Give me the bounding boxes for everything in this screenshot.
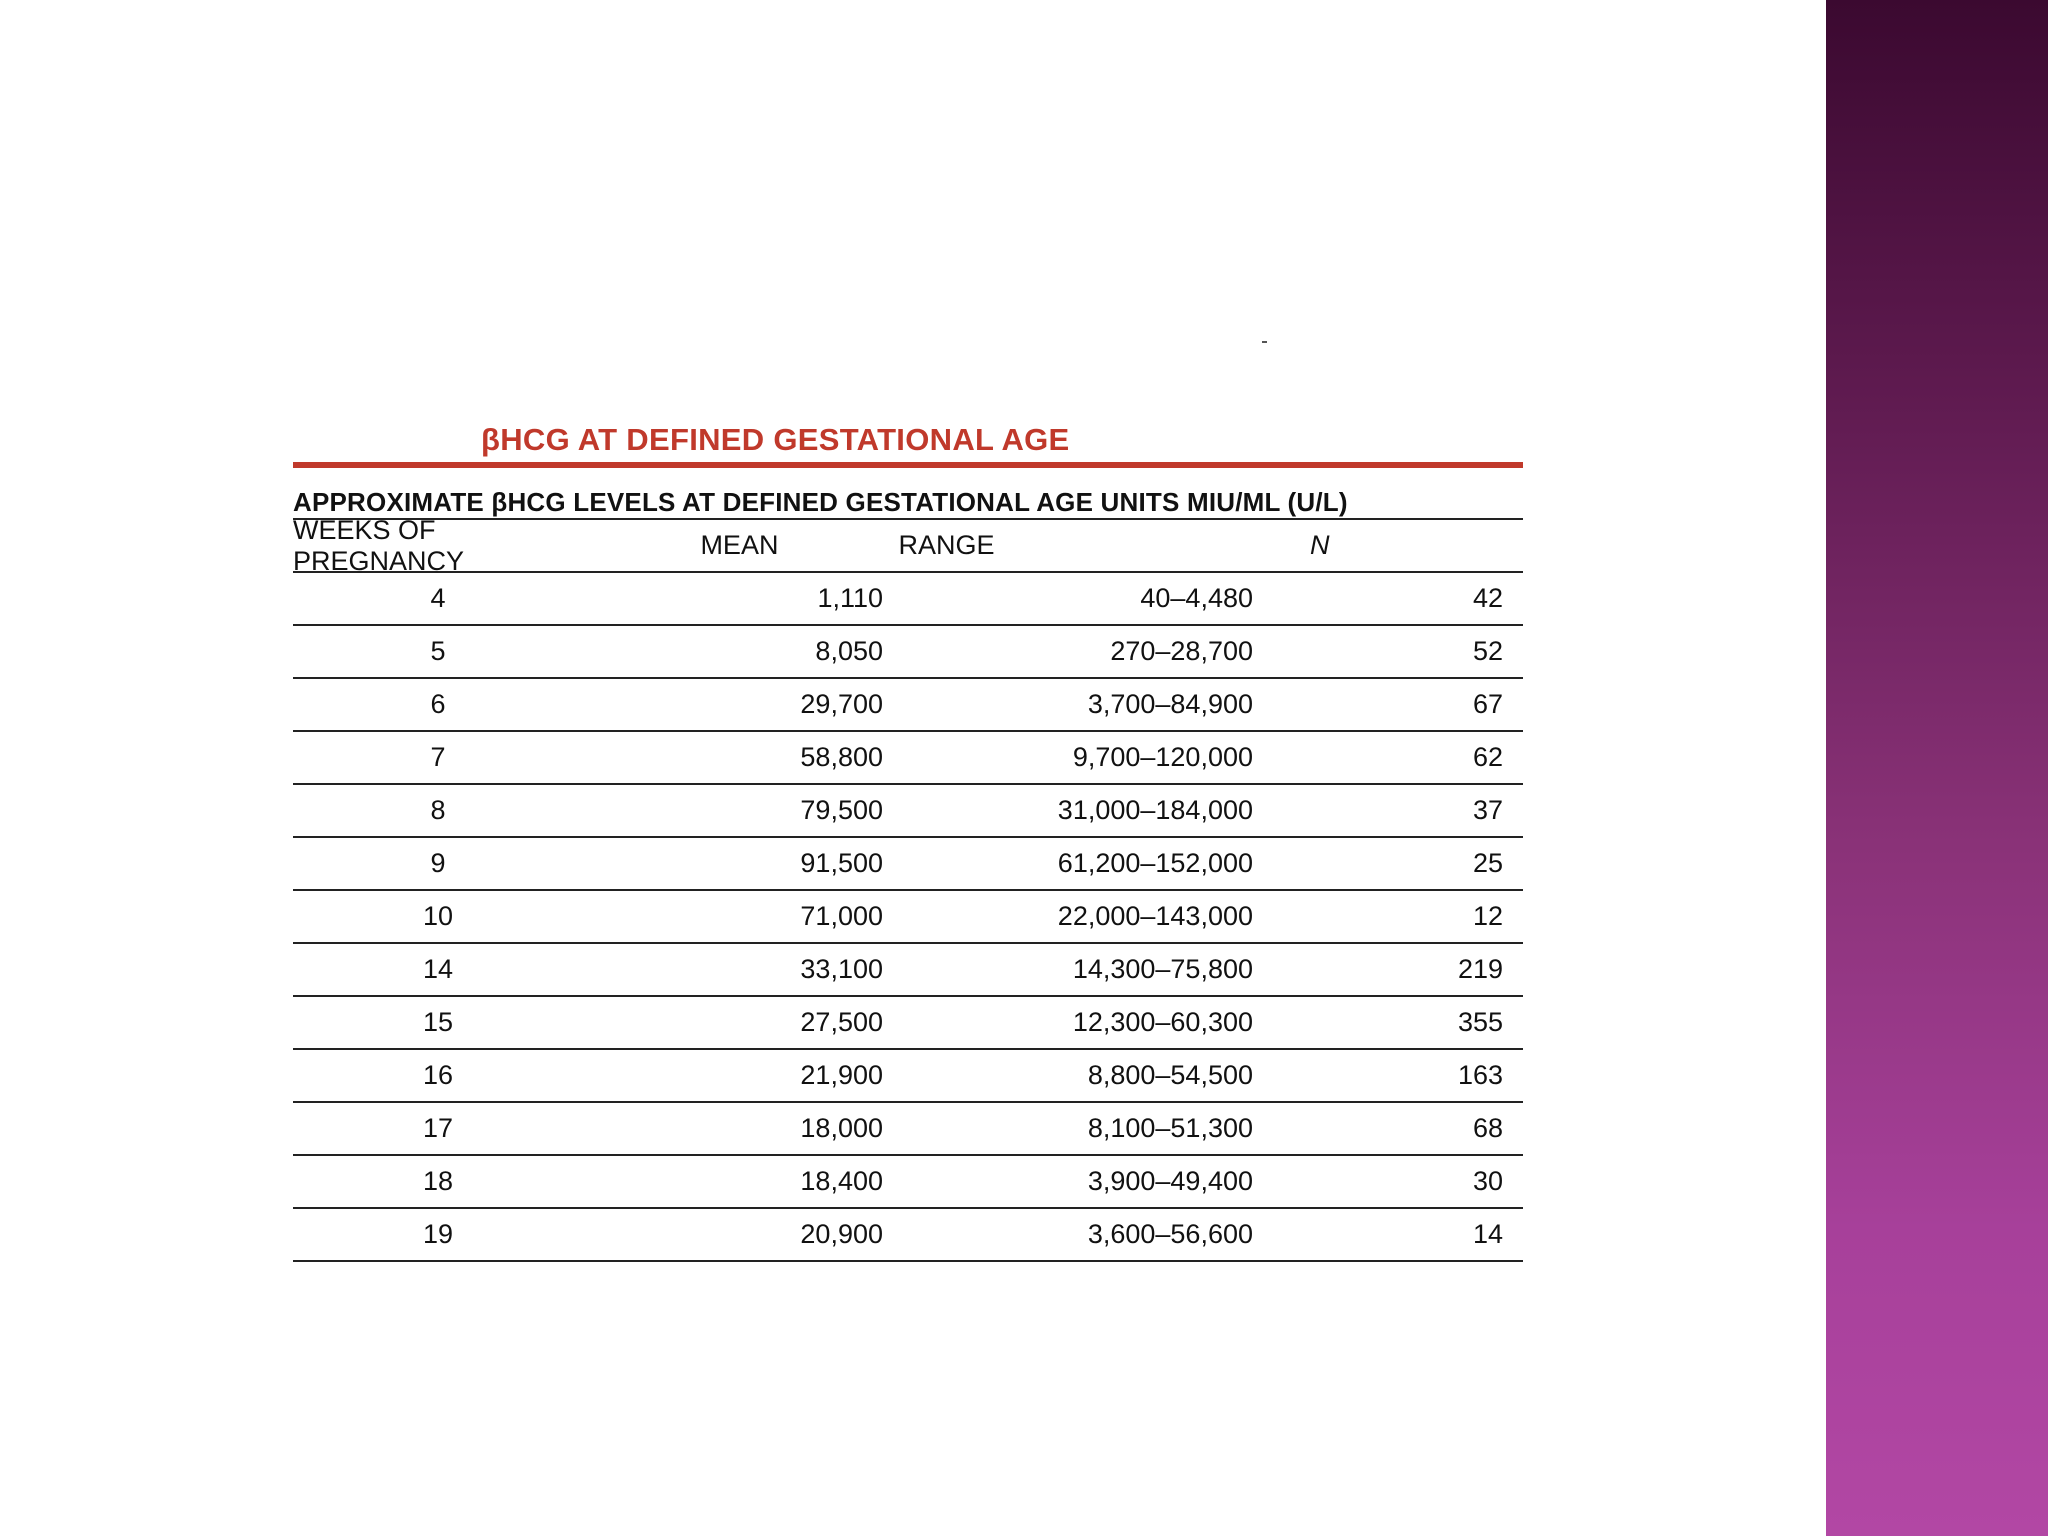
table-row bbox=[293, 573, 1523, 626]
cell-n: 52 bbox=[1472, 636, 1503, 666]
cell-weeks: 18 bbox=[422, 1166, 454, 1196]
table-row bbox=[293, 626, 1523, 679]
cell-weeks: 6 bbox=[430, 689, 446, 719]
cell-n: 42 bbox=[1472, 583, 1503, 613]
table-caption: APPROXIMATE βHCG LEVELS AT DEFINED GESTATIONAL AGE UNITS MIU/ML (U/L) bbox=[293, 487, 1348, 517]
header-mean: MEAN bbox=[700, 530, 779, 560]
cell-n: 12 bbox=[1472, 901, 1503, 931]
table-row bbox=[293, 997, 1523, 1050]
table-row bbox=[293, 1103, 1523, 1156]
cell-n: 25 bbox=[1472, 848, 1503, 878]
cell-range: 8,800–54,500 bbox=[1087, 1060, 1253, 1090]
cell-n: 30 bbox=[1472, 1166, 1503, 1196]
cell-range: 31,000–184,000 bbox=[1057, 795, 1253, 825]
table-row bbox=[293, 732, 1523, 785]
cell-n: 14 bbox=[1472, 1219, 1503, 1249]
cell-n: 62 bbox=[1472, 742, 1503, 772]
cell-mean: 18,000 bbox=[800, 1113, 883, 1143]
table-row bbox=[293, 785, 1523, 838]
cell-mean: 71,000 bbox=[800, 901, 883, 931]
cell-mean: 27,500 bbox=[800, 1007, 883, 1037]
cell-weeks: 10 bbox=[422, 901, 454, 931]
cell-range: 9,700–120,000 bbox=[1072, 742, 1253, 772]
header-n: N bbox=[1310, 530, 1330, 560]
cell-range: 40–4,480 bbox=[1140, 583, 1253, 613]
cell-mean: 1,110 bbox=[817, 583, 883, 613]
table-row bbox=[293, 1156, 1523, 1209]
cell-n: 163 bbox=[1457, 1060, 1503, 1090]
cell-n: 68 bbox=[1472, 1113, 1503, 1143]
table-row bbox=[293, 1050, 1523, 1103]
table-row bbox=[293, 1209, 1523, 1262]
table-row bbox=[293, 944, 1523, 997]
cell-n: 37 bbox=[1472, 795, 1503, 825]
header-range: RANGE bbox=[898, 530, 995, 560]
cell-range: 12,300–60,300 bbox=[1072, 1007, 1253, 1037]
cell-mean: 20,900 bbox=[800, 1219, 883, 1249]
cell-mean: 21,900 bbox=[800, 1060, 883, 1090]
cell-mean: 79,500 bbox=[800, 795, 883, 825]
cell-mean: 8,050 bbox=[815, 636, 883, 666]
header-weeks: WEEKS OF PREGNANCY bbox=[293, 514, 465, 576]
cell-weeks: 17 bbox=[422, 1113, 454, 1143]
cell-range: 14,300–75,800 bbox=[1072, 954, 1253, 984]
cell-mean: 29,700 bbox=[800, 689, 883, 719]
table-body bbox=[293, 573, 1523, 1262]
cell-mean: 33,100 bbox=[800, 954, 883, 984]
cell-weeks: 9 bbox=[430, 848, 446, 878]
cell-n: 355 bbox=[1457, 1007, 1503, 1037]
cell-range: 3,700–84,900 bbox=[1087, 689, 1253, 719]
cell-weeks: 5 bbox=[430, 636, 446, 666]
cell-weeks: 8 bbox=[430, 795, 446, 825]
cell-weeks: 14 bbox=[422, 954, 454, 984]
cell-range: 3,900–49,400 bbox=[1087, 1166, 1253, 1196]
cell-n: 219 bbox=[1457, 954, 1503, 984]
cell-range: 61,200–152,000 bbox=[1057, 848, 1253, 878]
hcg-table bbox=[293, 420, 1523, 1262]
decorative-side-band bbox=[1826, 0, 2048, 1536]
cell-n: 67 bbox=[1472, 689, 1503, 719]
cell-range: 22,000–143,000 bbox=[1057, 901, 1253, 931]
title-rule bbox=[293, 462, 1523, 468]
cell-mean: 91,500 bbox=[800, 848, 883, 878]
table-title: βHCG AT DEFINED GESTATIONAL AGE bbox=[481, 422, 1070, 457]
cell-mean: 18,400 bbox=[800, 1166, 883, 1196]
stray-mark bbox=[1262, 341, 1267, 343]
cell-range: 8,100–51,300 bbox=[1087, 1113, 1253, 1143]
table-row bbox=[293, 679, 1523, 732]
cell-weeks: 16 bbox=[422, 1060, 454, 1090]
header-row bbox=[293, 514, 1523, 576]
cell-range: 3,600–56,600 bbox=[1087, 1219, 1253, 1249]
table-row bbox=[293, 838, 1523, 891]
cell-range: 270–28,700 bbox=[1110, 636, 1253, 666]
cell-weeks: 19 bbox=[422, 1219, 454, 1249]
cell-weeks: 7 bbox=[430, 742, 446, 772]
cell-mean: 58,800 bbox=[800, 742, 883, 772]
cell-weeks: 15 bbox=[422, 1007, 454, 1037]
table-row bbox=[293, 891, 1523, 944]
cell-weeks: 4 bbox=[430, 583, 446, 613]
